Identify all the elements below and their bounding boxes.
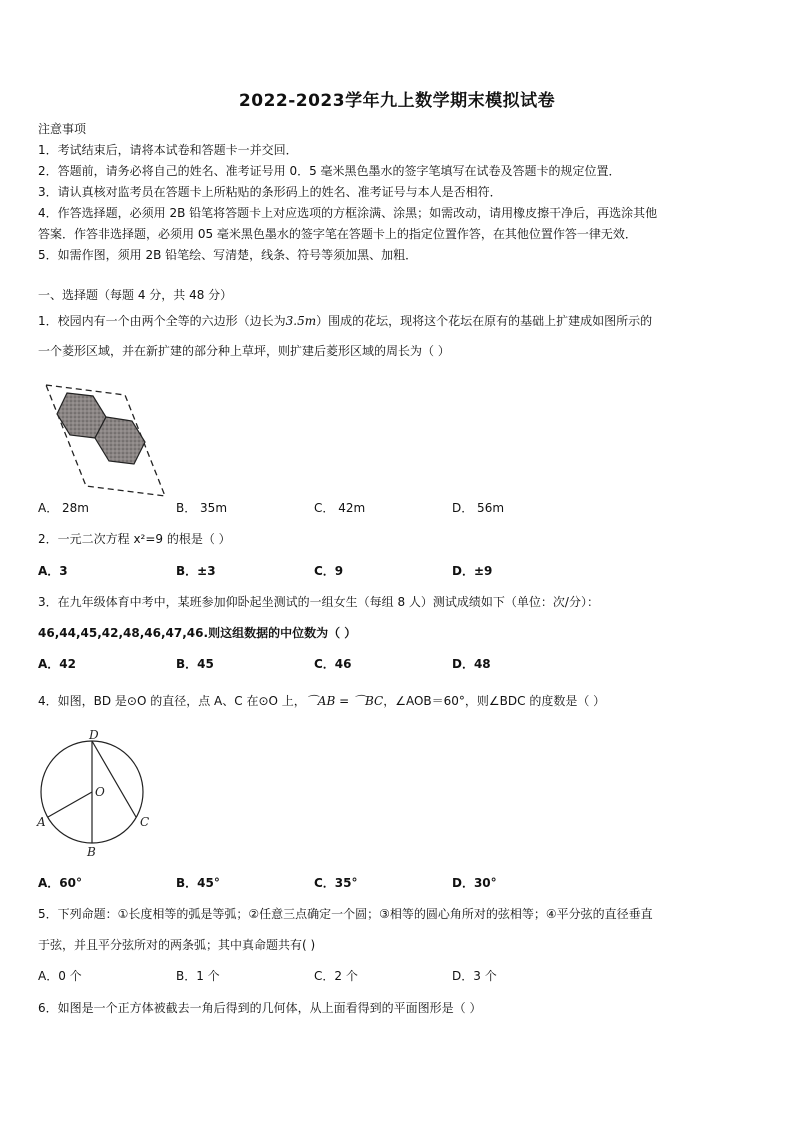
- q6-text: 6．如图是一个正方体被截去一角后得到的几何体，从上面看得到的平面图形是（ ）: [38, 1001, 482, 1015]
- q4-option-c: C．35°: [314, 876, 358, 890]
- q1-line1: [38, 312, 652, 330]
- q3-option-d: D．48: [452, 657, 491, 671]
- q5-line1: 5．下列命题：①长度相等的弧是等弧；②任意三点确定一个圆；③相等的圆心角所对的弦相等；④平分弦的直径垂直: [38, 907, 653, 921]
- q3-option-a: A．42: [38, 657, 76, 671]
- q1-line2: 一个菱形区域，并在新扩建的部分种上草坪，则扩建后菱形区域的周长为（ ）: [38, 344, 450, 358]
- q1-rhombus-figure: [42, 380, 167, 505]
- q1-option-a: A． 28m: [38, 501, 89, 515]
- hexagon-2: [95, 417, 145, 464]
- notice-item-1: 1．考试结束后，请将本试卷和答题卡一并交回．: [38, 143, 298, 157]
- notice-item-2: 2．答题前，请务必将自己的姓名、准考证号用 0．5 毫米黑色墨水的签字笔填写在试卷及答题卡的规定位置．: [38, 164, 621, 178]
- notice-heading: 注意事项: [38, 122, 87, 136]
- q5-option-b: B．1 个: [176, 969, 220, 983]
- q3-line1: 3．在九年级体育中考中，某班参加仰卧起坐测试的一组女生（每组 8 人）测试成绩如下（单位：次/分）：: [38, 595, 599, 609]
- q4-circle-figure: [36, 726, 156, 858]
- q3-option-c: C．46: [314, 657, 352, 671]
- page-title: 2022-2023学年九上数学期末模拟试卷: [238, 91, 556, 111]
- chord-dc: [92, 741, 136, 817]
- q4-line: [38, 692, 605, 710]
- q1-side: 3.5m: [285, 314, 317, 328]
- q2-text: 2．一元二次方程 x²=9 的根是（ ）: [38, 532, 231, 546]
- q2-option-d: D．±9: [452, 564, 493, 578]
- label-b: B: [87, 845, 96, 859]
- notice-item-4: 4．作答选择题，必须用 2B 铅笔将答题卡上对应选项的方框涂满、涂黑；如需改动，请用橡皮擦干净后，再选涂其他: [38, 206, 658, 220]
- section-heading: 一、选择题（每题 4 分，共 48 分）: [38, 288, 233, 302]
- q5-line2: 于弦，并且平分弦所对的两条弧；其中真命题共有( ): [38, 938, 316, 952]
- label-a: A: [37, 815, 46, 829]
- q1-text-a: 1．校园内有一个由两个全等的六边形（边长为: [38, 314, 286, 328]
- q2-option-a: A．3: [38, 564, 68, 578]
- label-d: D: [89, 728, 99, 742]
- q4-option-a: A．60°: [38, 876, 82, 890]
- notice-item-3: 3．请认真核对监考员在答题卡上所粘贴的条形码上的姓名、准考证号与本人是否相符．: [38, 185, 502, 199]
- notice-item-5: 5．如需作图，须用 2B 铅笔绘、写清楚，线条、符号等须加黑、加粗．: [38, 248, 418, 262]
- label-c: C: [140, 815, 150, 829]
- q4-option-d: D．30°: [452, 876, 497, 890]
- notice-item-4-cont: 答案．作答非选择题，必须用 05 毫米黑色墨水的签字笔在答题卡上的指定位置作答，在其他位置作答一律无效．: [38, 227, 637, 241]
- q2-option-c: C．9: [314, 564, 344, 578]
- q5-option-c: C．2 个: [314, 969, 358, 983]
- q4-arc-equation: ⌒AB = ⌒BC: [305, 694, 384, 708]
- q3-option-b: B．45: [176, 657, 214, 671]
- q4-text-a: 4．如图，BD 是⊙O 的直径，点 A、C 在⊙O 上，: [38, 694, 306, 708]
- q1-option-c: C． 42m: [314, 501, 366, 515]
- q5-option-d: D．3 个: [452, 969, 497, 983]
- q4-text-b: ，∠AOB＝60°，则∠BDC 的度数是（ ）: [383, 694, 606, 708]
- q1-text-b: ）围成的花坛，现将这个花坛在原有的基础上扩建成如图所示的: [316, 314, 653, 328]
- q3-line2: 46,44,45,42,48,46,47,46.则这组数据的中位数为（ ）: [38, 626, 357, 640]
- q2-option-b: B．±3: [176, 564, 216, 578]
- segment-oa: [48, 792, 92, 817]
- q4-option-b: B．45°: [176, 876, 220, 890]
- q5-option-a: A．0 个: [38, 969, 82, 983]
- q1-option-d: D． 56m: [452, 501, 505, 515]
- label-o: O: [95, 785, 105, 799]
- q1-option-b: B． 35m: [176, 501, 228, 515]
